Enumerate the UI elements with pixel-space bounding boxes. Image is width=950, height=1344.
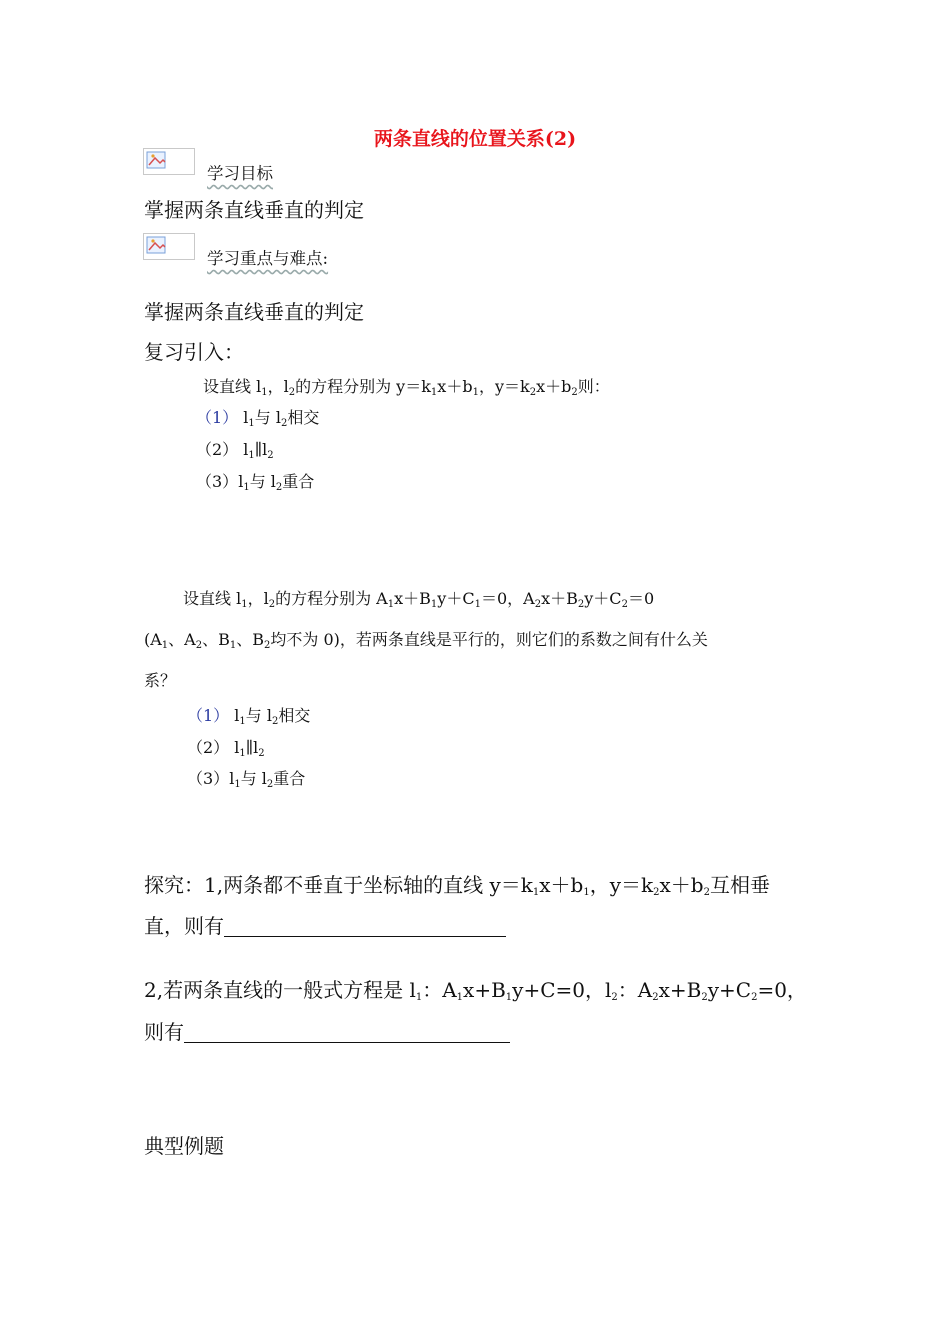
review2-item-1: （1） $l_1$与 $l_2$相交 — [187, 706, 311, 727]
explore-paragraph-1: 探究：1,两条都不垂直于坐标轴的直线 $y=k_1x+b_1$，$y=k_2x+b_2$互相垂 — [144, 873, 770, 898]
explore-paragraph-2: 2,若两条直线的一般式方程是 $l_1$：$A_1x+B_1y+C=0$，$l_2$：$A_2x+B_2y+C_2=0$， — [144, 978, 807, 1003]
review1-item-1: （1） $l_1$与 $l_2$相交 — [196, 408, 320, 429]
review2-item-2: （2） $l_1\parallel l_2$ — [187, 738, 265, 759]
review1-item-3: $(3)l_1$与 $l_2$重合 — [196, 472, 315, 493]
page-title: 两条直线的位置关系(2) — [373, 128, 577, 150]
explore-paragraph-2-cont: 则有 — [144, 1016, 510, 1045]
explore-paragraph-1-cont: 直，则有 — [144, 910, 506, 939]
key-heading: 学习重点与难点: — [207, 249, 329, 268]
goal-heading: 学习目标 — [207, 164, 273, 183]
review1-item-2: （2） $l_1\parallel l_2$ — [196, 440, 274, 461]
review1-intro: 设直线 $l_1$，$l_2$的方程分别为 $y=k_1x+b_1$，$y=k_2x+b_2$则： — [203, 377, 610, 398]
goal-text: 掌握两条直线垂直的判定 — [144, 198, 364, 222]
image-placeholder-icon — [143, 148, 195, 175]
review2-item-3: $(3)l_1$与 $l_2$重合 — [187, 769, 306, 790]
review2-line-2: ($A_1$、$A_2$、$B_1$、$B_2$均不为 0)，若两条直线是平行的，则它们的系数之间有什么关 — [144, 630, 708, 651]
image-placeholder-icon — [143, 233, 195, 260]
answer-blank-2[interactable] — [184, 1022, 510, 1043]
review-heading: 复习引入： — [144, 340, 244, 364]
review2-line-1: 设直线 $l_1$，$l_2$的方程分别为 $A_1x+B_1y+C_1=0$，$A_2x+B_2y+C_2=0$ — [183, 589, 655, 610]
key-text: 掌握两条直线垂直的判定 — [144, 300, 364, 324]
review2-line-3: 系？ — [144, 671, 177, 690]
answer-blank-1[interactable] — [224, 916, 506, 937]
examples-heading: 典型例题 — [144, 1134, 224, 1158]
